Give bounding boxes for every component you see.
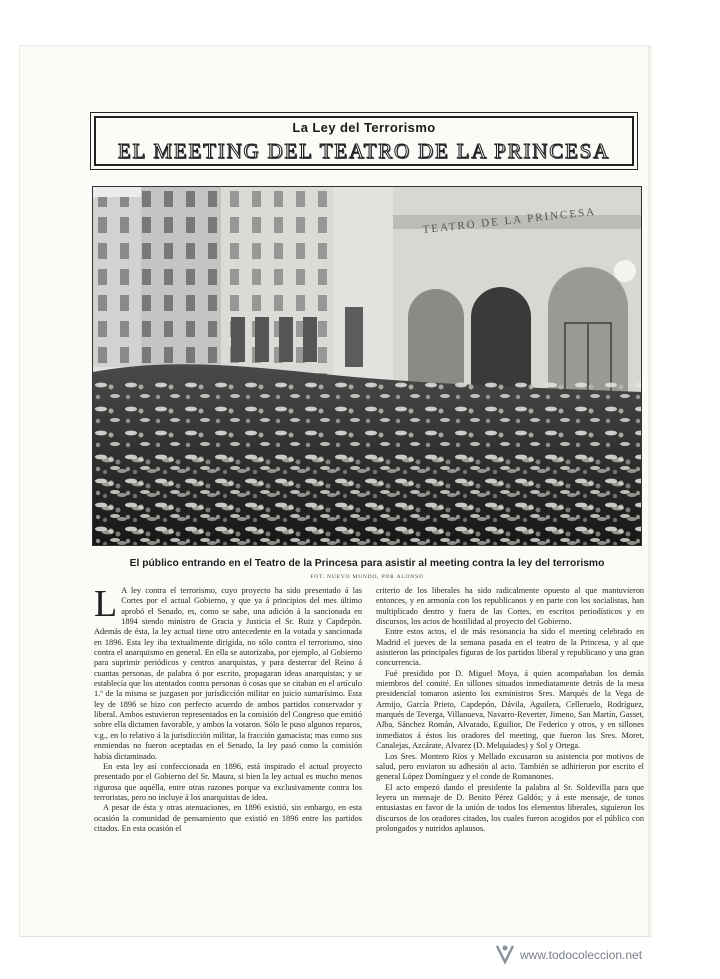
watermark-logo-icon xyxy=(494,942,516,966)
watermark-text: www.todocoleccion.net xyxy=(520,948,643,962)
paragraph: A pesar de ésta y otras atenuaciones, en 1896 existió, sin embargo, en esta ocasión la comunidad de pensamiento que existió en 1896 entre los partidos citados. En esta ocasión el xyxy=(94,803,362,833)
paragraph: En esta ley así confeccionada en 1896, está inspirado el actual proyecto presentado por el Gobierno del Sr. Maura, si bien la ley actual es mucho menos rigurosa que aquélla, entre otras razones porque va exclusivamente contra los terroristas, pero no incluye á los anarquistas de idea. xyxy=(94,761,362,802)
paragraph: El acto empezó dando el presidente la palabra al Sr. Soldevilla para que leyera un mensaje de D. Benito Pérez Galdós; y á este mensaje, de tonos entusiastas en favor de la unión de todos los elementos liberales, siguieron los discursos de los oradores citados, los cuales fueron acogidos por el público con prolongados y nutridos aplausos. xyxy=(376,782,644,833)
news-photo xyxy=(92,186,642,546)
theatre-sign: TEATRO DE LA PRINCESA xyxy=(422,205,597,236)
paragraph: Entre estos actos, el de más resonancia ha sido el meeting celebrado en Madrid el jueves de la semana pasada en el teatro de la Princesa, y al que asistieron las principales figuras de los partidos liberal y republicano y una gran concurrencia. xyxy=(376,627,644,668)
paragraph: Fué presidido por D. Miguel Moya, á quien acompañaban los demás miembros del comité. En sillones situados inmediatamente detrás de la mesa presidencial tomaron asiento los exministros Sres. Marqués de la Vega de Armijo, García Prieto, Capdepón, Dávila, Aguilera, Celleruelo, Rodríguez, marqués de Teverga, Villanueva, Navarro-Reverter, Jimeno, San Martín, Gasset, Alba, Sánchez Román, Alvarado, Eguilior, De Federico y otros, y en sillones inmediatos á éstos los oradores del meeting, que fueron los Sres. Moret, Canalejas, Azcárate, Alvarez (D. Melquíades) y Sol y Ortega. xyxy=(376,668,644,751)
paragraph: criterio de los liberales ha sido radicalmente opuesto al que mantuvieron entonces, y en armonía con los republicanos y en parte con los socialistas, han multiplicado dentro y fuera de las Cortes, en escritos periodísticos y en discursos, los actos de hostilidad al proyecto del Gobierno. xyxy=(376,586,644,627)
paragraph: Los Sres. Montero Ríos y Mellado excusaron su asistencia por motivos de salud, pero enviaron su adhesión al acto. También se adhirieron por escrito el general López Domínguez y el conde de Romanones. xyxy=(376,751,644,782)
title-frame xyxy=(90,112,638,170)
article-headline: EL MEETING DEL TEATRO DE LA PRINCESA xyxy=(117,139,611,163)
drop-cap: L xyxy=(94,583,118,625)
photo-credit: FOT. NUEVO MUNDO, POR ALONSO xyxy=(310,574,424,580)
crowd-photo-illustration xyxy=(93,187,642,546)
page-edge xyxy=(648,46,653,936)
article-column-left xyxy=(94,583,362,834)
photo-caption: El público entrando en el Teatro de la Princesa para asistir al meeting contra la ley del terrorismo xyxy=(129,558,605,569)
article-column-right xyxy=(376,586,644,834)
article-kicker: La Ley del Terrorismo xyxy=(292,120,436,135)
paragraph: A ley contra el terrorismo, cuyo proyecto ha sido presentado á las Cortes por el actual Gobierno, y que ya á principios del mes último aprobó el Senado, es, como se sabe, una adición á la sancionada en 1894 siendo ministro de Gracia y Justicia el Sr. Ruiz y Capdepón. Además de ésta, la ley actual tiene otro antecedente en la votada y sancionada en 1896. Esta ley iba textualmente dirigida, no sólo contra el terrorismo, sino contra el anarquismo en general. En ella se autorizaba, por ejemplo, al Gobierno para suprimir periódicos y centros anarquistas, y para desterrar del Reino á cuantas personas, de palabra ó por escrito, propagaran ideas anarquistas; y se establecía que los atentados contra personas ó cosas que se citaban en el artículo 1.º de la misma se juzgasen por jurisdicción militar en juicio sumarísimo. Esta ley de 1896 se hizo con perfecto acuerdo de ambos partidos conservador y liberal. Ambos estuvieron representados en la comisión del Congreso que emitió sobre ella dictamen favorable, y ambos la votaron. Sólo le puso algunos reparos, v.g., en lo relativo á la jurisdicción militar, la fracción gamacista; mas como sus enmiendas no fueron aceptadas en el Senado, la ley pasó como la comisión había dictaminado. xyxy=(94,586,362,761)
